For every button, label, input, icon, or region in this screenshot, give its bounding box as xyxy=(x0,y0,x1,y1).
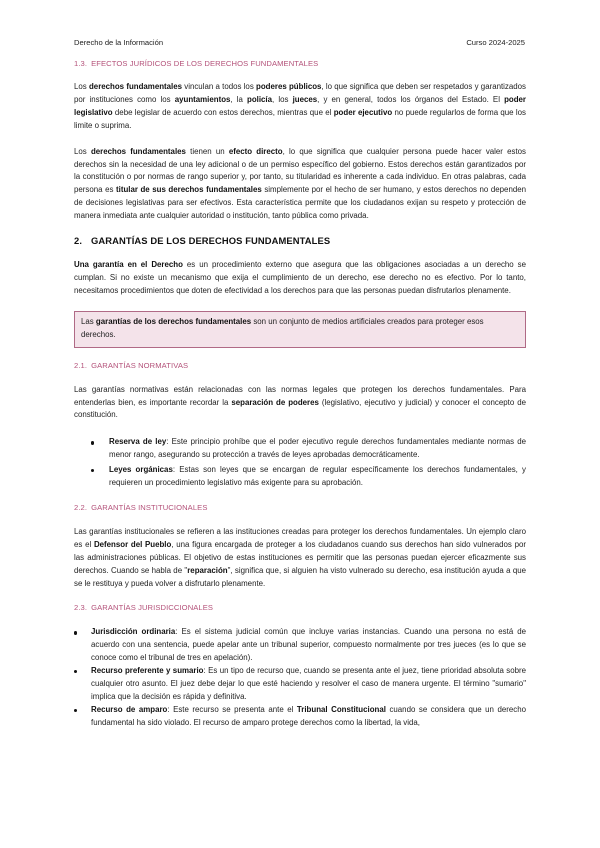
list-item: Reserva de ley: Este principio prohíbe que el poder ejecutivo regule derechos fundamentales mediante normas de menor rango, asegurando su protección a través de leyes aprobadas democráticamente. xyxy=(74,436,526,462)
document-body xyxy=(74,55,526,730)
paragraph-garantias-institucionales: Las garantías institucionales se refieren a las instituciones creadas para proteger los derechos fundamentales. Un ejemplo claro es el Defensor del Pueblo, una figura encargada de proteger a los ciudadanos cuando sus derechos han sido vulnerados por las administraciones públicas. El objetivo de estas instituciones es permitir que las personas puedan ejercer eficazmente sus derechos. Cuando se habla de "reparación", significa que, si alguien ha visto vulnerado su derecho, esa institución ayuda a que se le restituya y pueda volver a disfrutarlo plenamente. xyxy=(74,526,526,588)
section-number: 1.3. xyxy=(74,59,88,68)
section-heading-2-2 xyxy=(74,503,526,512)
normative-guarantees-list xyxy=(74,436,526,490)
section-number: 2. xyxy=(74,235,83,247)
section-heading-1-3 xyxy=(74,59,526,68)
list-item: Leyes orgánicas: Estas son leyes que se encargan de regular específicamente los derechos fundamentales, y requieren un procedimiento legislativo más exigente para su aprobación. xyxy=(74,464,526,490)
header-course-name: Derecho de la Información xyxy=(74,38,164,47)
section-number: 2.1. xyxy=(74,360,88,370)
bullet-icon xyxy=(74,709,77,712)
page-header xyxy=(74,38,525,50)
section-number: 2.3. xyxy=(74,603,88,613)
section-heading-2-1 xyxy=(74,361,526,370)
list-item: Recurso de amparo: Este recurso se presenta ante el Tribunal Constitucional cuando se considera que un derecho fundamental ha sido violado. El recurso de amparo protege derechos como la libertad, la vida, xyxy=(74,704,526,730)
list-item: Jurisdicción ordinaria: Es el sistema judicial común que incluye varias instancias. Cuando una persona no está de acuerdo con una sentencia, puede apelar ante un tribunal superior, compuesto normalmente por tres jueces (es lo que se conoce como el tribunal de tres en apelación). xyxy=(74,626,526,665)
paragraph-garantias-normativas: Las garantías normativas están relacionadas con las normas legales que protegen los derechos fundamentales. Para entenderlas bien, es importante recordar la separación de poderes (legislativo, ejecutivo y judicial) y conocer el concepto de constitución. xyxy=(74,384,526,420)
list-item: Recurso preferente y sumario: Es un tipo de recurso que, cuando se presenta ante el juez, tiene prioridad absoluta sobre cualquier otro asunto. El juez debe dejar lo que esté haciendo y resolver el caso de manera urgente. El término "sumario" implica que la decisión es rápida y definitiva. xyxy=(74,665,526,704)
section-heading-2-3 xyxy=(74,603,526,612)
bullet-icon xyxy=(91,469,94,472)
bullet-icon xyxy=(74,631,77,634)
definition-callout: Las garantías de los derechos fundamentales son un conjunto de medios artificiales creados para proteger esos derechos. xyxy=(74,311,526,348)
paragraph-garantia-definicion: Una garantía en el Derecho es un procedimiento externo que asegura que las obligaciones asociadas a un derecho se cumplan. Si no existe un mecanismo que exija el cumplimiento de un derecho, ese derecho no es efectivo. Por lo tanto, necesitamos procedimientos que doten de efectividad a los derechos para que las personas puedan disfrutarlos plenamente. xyxy=(74,260,526,295)
paragraph-efecto-directo: Los derechos fundamentales tienen un efecto directo, lo que significa que cualquier persona puede hacer valer estos derechos sin la necesidad de una ley adicional o de un permiso específico del gobierno. Estos derechos están garantizados por la constitución o por normas de rango superior y, por tanto, su titularidad es inherente a cada individuo. En otras palabras, cada persona es titular de sus derechos fundamentales simplemente por el hecho de ser humano, y estos derechos no dependen de decisiones legislativas para ser efectivos. Esta característica permite que los ciudadanos exijan su respeto y protección de manera inmediata ante cualquier autoridad o institución, tanto pública como privada. xyxy=(74,146,527,221)
paragraph-vinculacion: Los derechos fundamentales vinculan a todos los poderes públicos, lo que significa que deben ser respetados y garantizados por instituciones como los ayuntamientos, la policía, los jueces, y en general, todos los órganos del Estado. El poder legislativo debe legislar de acuerdo con estos derechos, mientras que el poder ejecutivo no puede regularlos de forma que los limite o suprima. xyxy=(74,82,526,130)
section-number: 2.2. xyxy=(74,502,88,512)
section-heading-2 xyxy=(74,235,526,246)
section-title: GARANTÍAS INSTITUCIONALES xyxy=(91,502,208,512)
bullet-icon xyxy=(74,670,77,673)
header-course-year: Curso 2024-2025 xyxy=(466,38,525,47)
section-title: GARANTÍAS NORMATIVAS xyxy=(91,360,189,370)
bullet-icon xyxy=(91,441,94,444)
section-title: EFECTOS JURÍDICOS DE LOS DERECHOS FUNDAMENTALES xyxy=(91,59,319,68)
section-title: GARANTÍAS JURISDICCIONALES xyxy=(91,603,214,613)
jurisdictional-guarantees-list xyxy=(74,626,526,729)
section-title: GARANTÍAS DE LOS DERECHOS FUNDAMENTALES xyxy=(91,235,331,247)
